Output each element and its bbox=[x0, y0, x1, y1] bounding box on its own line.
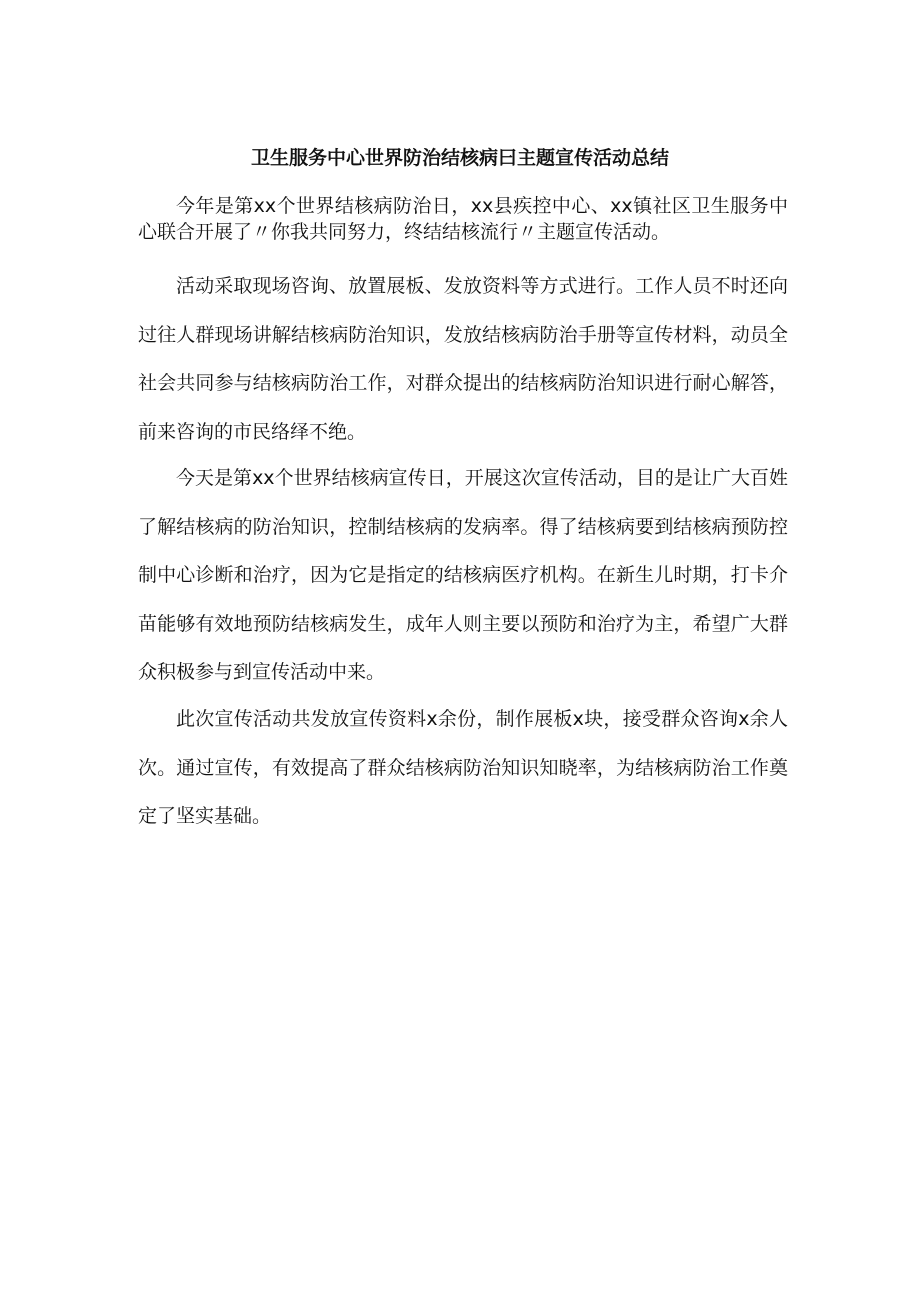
paragraph-results: 此次宣传活动共发放宣传资料x余份，制作展板x块，接受群众咨询x余人次。通过宣传，有效提高了群众结核病防治知识知晓率，为结核病防治工作奠定了坚实基础。 bbox=[138, 708, 788, 827]
paragraph-activities: 活动采取现场咨询、放置展板、发放资料等方式进行。工作人员不时还向过往人群现场讲解结核病防治知识，发放结核病防治手册等宣传材料，动员全社会共同参与结核病防治工作，对群众提出的结核病防治知识进行耐心解答，前来咨询的市民络绎不绝。 bbox=[138, 275, 788, 443]
paragraph-intro: 今年是第xx个世界结核病防治日，xx县疾控中心、xx镇社区卫生服务中心联合开展了〃你我共同努力，终结结核流行〃主题宣传活动。 bbox=[138, 195, 788, 243]
paragraph-purpose: 今天是第xx个世界结核病宣传日，开展这次宣传活动，目的是让广大百姓了解结核病的防治知识，控制结核病的发病率。得了结核病要到结核病预防控制中心诊断和治疗，因为它是指定的结核病医疗机构。在新生儿时期，打卡介苗能够有效地预防结核病发生，成年人则主要以预防和治疗为主，希望广大群众积极参与到宣传活动中来。 bbox=[138, 467, 788, 683]
document-title: 卫生服务中心世界防治结核病曰主题宣传活动总结 bbox=[250, 147, 669, 169]
